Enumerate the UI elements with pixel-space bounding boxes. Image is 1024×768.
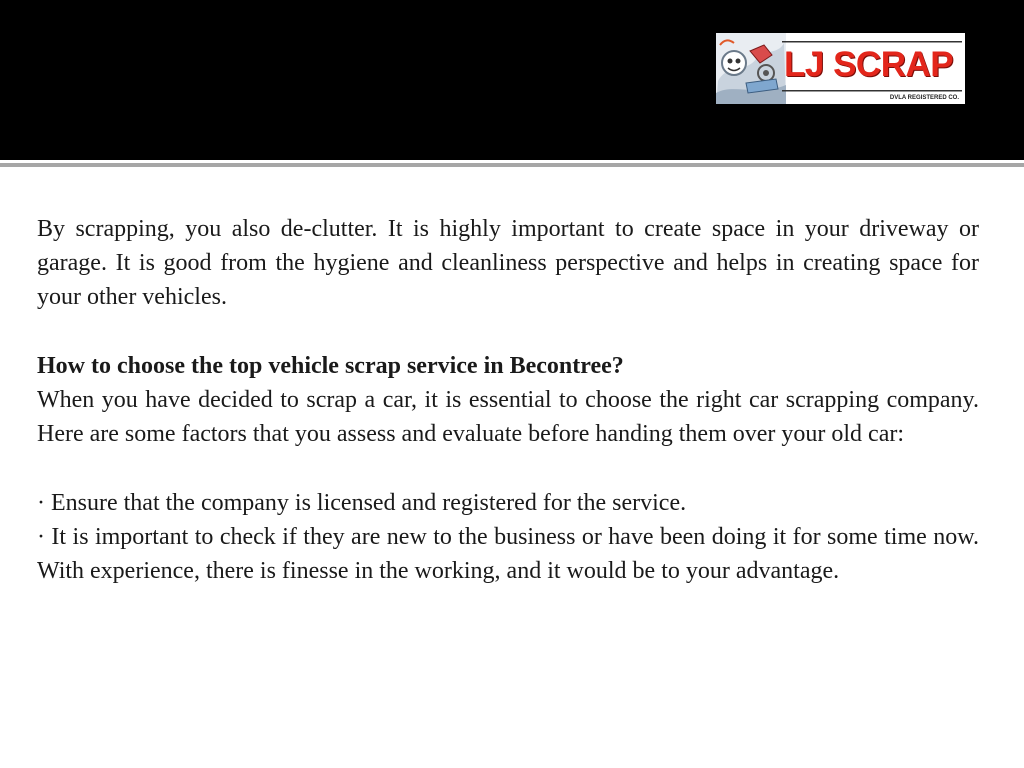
bullet-item: · It is important to check if they are new to the business or have been doing it for some time now. With experience, there is finesse in the working, and it would be to your advantage. (37, 523, 979, 584)
paragraph-gap (37, 315, 979, 349)
slide-content (37, 212, 979, 588)
body-paragraph: When you have decided to scrap a car, it is essential to choose the right car scrapping company. Here are some factors that you assess and evaluate before handing them over your old car: (37, 387, 979, 448)
logo-tagline: DVLA REGISTERED CO. (889, 95, 959, 101)
logo-brand-text: LJ SCRAP (784, 45, 954, 84)
section-heading: How to choose the top vehicle scrap service in Becontree? (37, 352, 624, 379)
bullet-item: · Ensure that the company is licensed and registered for the service. (37, 489, 687, 516)
header-divider (0, 163, 1024, 167)
lj-scrap-logo (716, 33, 965, 104)
intro-paragraph: By scrapping, you also de-clutter. It is highly important to create space in your driveway or garage. It is good from the hygiene and cleanliness perspective and helps in creating space for your other vehicles. (37, 216, 979, 311)
paragraph-gap (37, 451, 979, 485)
